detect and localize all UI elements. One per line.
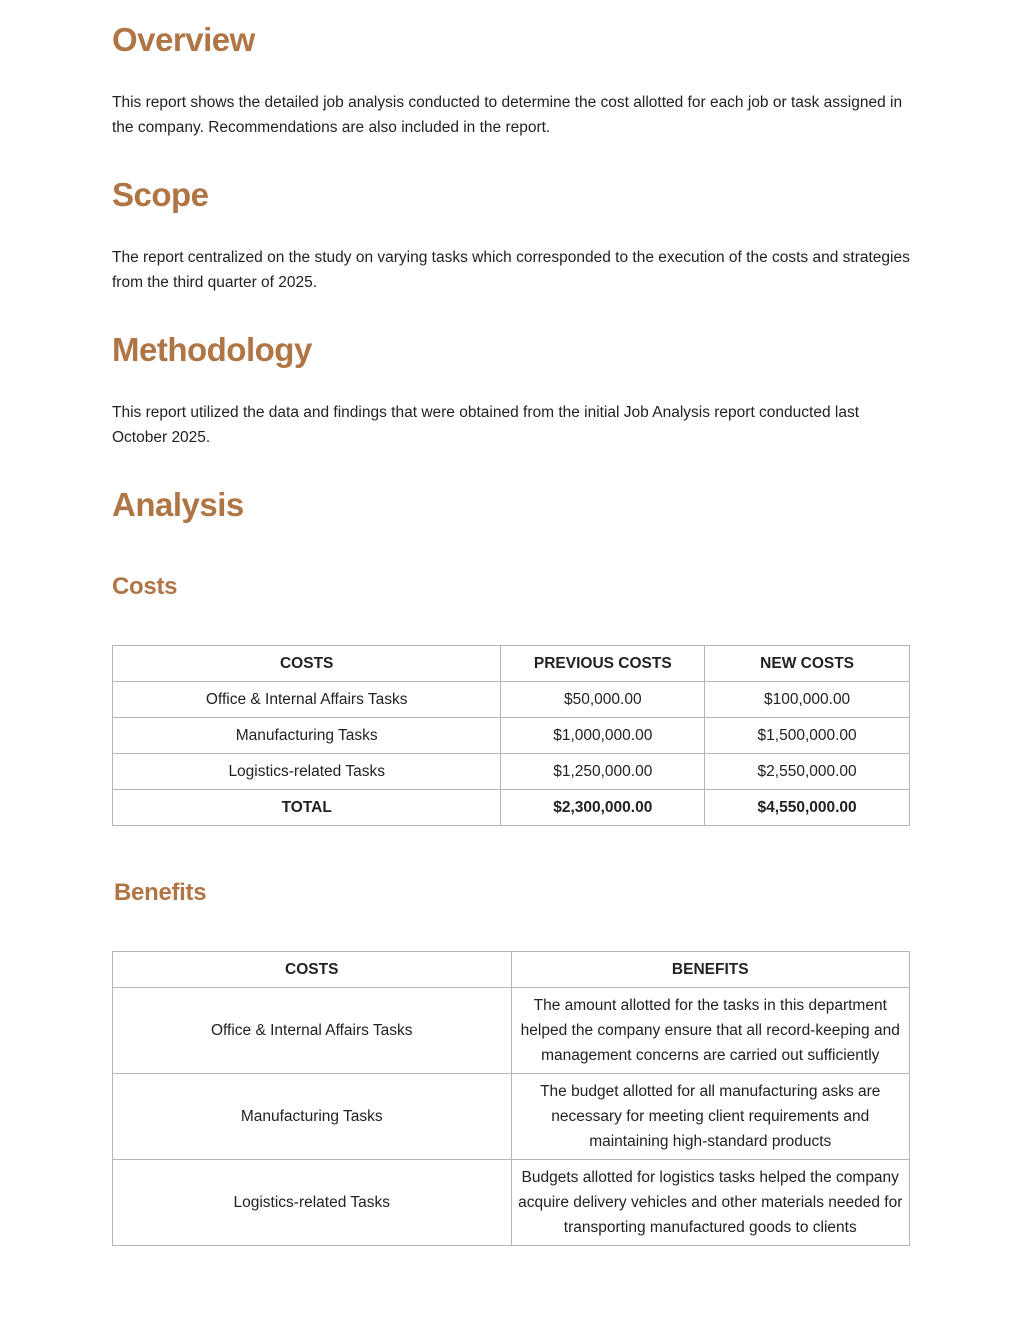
- scope-text: The report centralized on the study on varying tasks which corresponded to the execution of the costs and strategies from the third quarter of 2025.: [112, 249, 910, 291]
- new-cost: $1,500,000.00: [705, 718, 910, 754]
- previous-cost: $50,000.00: [501, 682, 705, 718]
- previous-cost: $1,250,000.00: [501, 754, 705, 790]
- benefits-header-benefits: BENEFITS: [511, 952, 910, 988]
- total-new: $4,550,000.00: [705, 790, 910, 826]
- overview-heading: Overview: [112, 21, 255, 58]
- overview-text: This report shows the detailed job analysis conducted to determine the cost allotted for each job or task assigned in the company. Recommendations are also included in the report.: [112, 94, 903, 136]
- analysis-heading: Analysis: [112, 486, 244, 523]
- table-row: [113, 1074, 910, 1160]
- benefit-description: Budgets allotted for logistics tasks helped the company acquire delivery vehicles and other materials needed for transporting manufactured goods to clients: [511, 1160, 910, 1246]
- scope-heading: Scope: [112, 176, 209, 213]
- table-row: [113, 1160, 910, 1246]
- costs-header-previous: PREVIOUS COSTS: [501, 646, 705, 682]
- benefits-table: [112, 951, 910, 1246]
- total-label: TOTAL: [113, 790, 501, 826]
- table-row: [113, 682, 910, 718]
- benefits-header-row: [113, 952, 910, 988]
- cost-item: Logistics-related Tasks: [113, 754, 501, 790]
- table-row: [113, 988, 910, 1074]
- benefit-description: The budget allotted for all manufacturing asks are necessary for meeting client requirements and maintaining high-standard products: [511, 1074, 910, 1160]
- new-cost: $2,550,000.00: [705, 754, 910, 790]
- methodology-text: This report utilized the data and findings that were obtained from the initial Job Analysis report conducted last October 2025.: [112, 404, 860, 446]
- benefit-cost-item: Logistics-related Tasks: [113, 1160, 512, 1246]
- previous-cost: $1,000,000.00: [501, 718, 705, 754]
- total-row: [113, 790, 910, 826]
- methodology-heading: Methodology: [112, 331, 312, 368]
- cost-item: Office & Internal Affairs Tasks: [113, 682, 501, 718]
- costs-heading: Costs: [112, 573, 178, 600]
- benefit-description: The amount allotted for the tasks in this department helped the company ensure that all record-keeping and management concerns are carried out sufficiently: [511, 988, 910, 1074]
- benefit-cost-item: Manufacturing Tasks: [113, 1074, 512, 1160]
- benefit-cost-item: Office & Internal Affairs Tasks: [113, 988, 512, 1074]
- costs-header-costs: COSTS: [113, 646, 501, 682]
- costs-header-new: NEW COSTS: [705, 646, 910, 682]
- cost-item: Manufacturing Tasks: [113, 718, 501, 754]
- costs-header-row: [113, 646, 910, 682]
- benefits-header-costs: COSTS: [113, 952, 512, 988]
- new-cost: $100,000.00: [705, 682, 910, 718]
- table-row: [113, 718, 910, 754]
- total-previous: $2,300,000.00: [501, 790, 705, 826]
- costs-table: [112, 645, 910, 826]
- benefits-heading: Benefits: [114, 879, 207, 906]
- table-row: [113, 754, 910, 790]
